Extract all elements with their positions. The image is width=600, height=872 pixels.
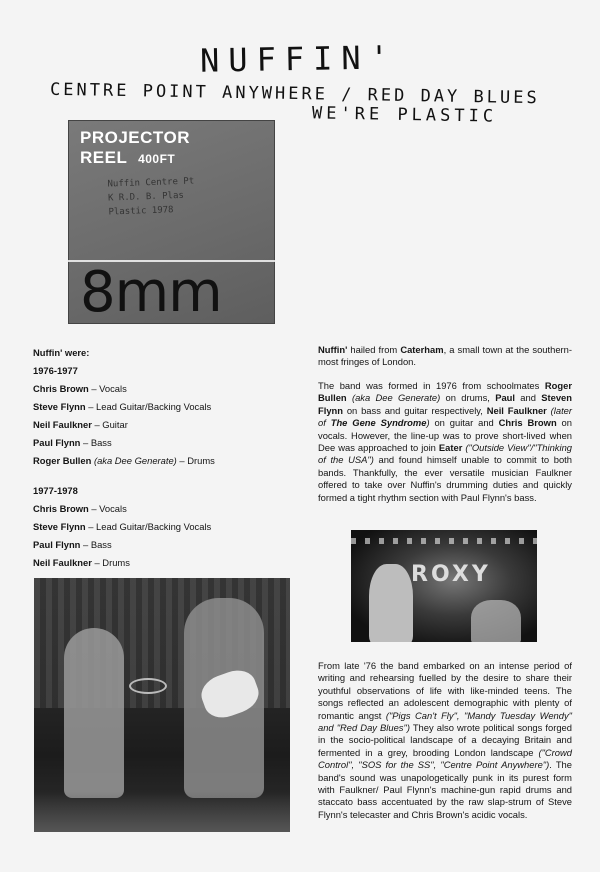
text: on vocals. However, the line-up was to prove short-lived when Dee was approached to join bbox=[318, 417, 572, 454]
lineup-period-years: 1977-1978 bbox=[33, 485, 78, 496]
member-role: – Drums bbox=[91, 557, 130, 568]
text: , a small town at the southern-most fringes of London. bbox=[318, 344, 572, 368]
bold-text: Caterham bbox=[400, 344, 444, 355]
text: and found himself unable to commit to both bands. Thankfully, the ever versatile musician Faulkner offered to take over Nuffin's drumming duties and quickly formed a tight rhythm section with Paul Flynn's bass. bbox=[318, 454, 572, 503]
member-name: Neil Faulkner bbox=[33, 419, 92, 430]
member-name: Steve Flynn bbox=[33, 521, 86, 532]
film-handwritten-note bbox=[107, 174, 195, 219]
text: They also wrote political songs forged in the socio-political landscape of a decaying Britain and fermented in a grey, brooding London landscape bbox=[318, 722, 572, 758]
roxy-club-photo bbox=[351, 530, 537, 642]
film-brand-reel: REEL bbox=[80, 148, 128, 167]
lineup-member bbox=[33, 452, 303, 470]
lineup-member bbox=[33, 434, 303, 452]
lineup-intro: Nuffin' were: bbox=[33, 347, 90, 358]
roxy-sign: ROXY bbox=[411, 562, 491, 587]
italic-text: (aka Dee Generate) bbox=[346, 392, 441, 404]
film-reel-box-image bbox=[68, 120, 275, 324]
member-name: Neil Faulkner bbox=[33, 557, 92, 568]
text: The band was formed in 1976 from schoolmates bbox=[318, 380, 545, 391]
text: on bass and guitar respectively, bbox=[343, 404, 487, 416]
italic-text: ("Crowd Control", "SOS for the SS", "Centre Point Anywhere") bbox=[318, 746, 572, 771]
bold-text: Steven Flynn bbox=[318, 392, 572, 416]
band-member-figure bbox=[471, 600, 521, 642]
film-brand-line-1: PROJECTOR bbox=[80, 128, 190, 147]
text: on guitar and bbox=[429, 417, 499, 429]
member-name: Chris Brown bbox=[33, 383, 89, 394]
film-note-line: Nuffin Centre Pt bbox=[107, 176, 195, 190]
stage-floor bbox=[34, 792, 290, 832]
member-role: – Vocals bbox=[88, 503, 127, 514]
lineup-member bbox=[33, 554, 303, 572]
bold-text: Roger Bullen bbox=[318, 380, 572, 404]
bold-italic-text: The Gene Syndrome bbox=[330, 417, 427, 429]
lineup-member bbox=[33, 518, 303, 536]
bold-text: Eater bbox=[438, 442, 463, 454]
italic-text: ) bbox=[426, 417, 430, 429]
lineup-period-years: 1976-1977 bbox=[33, 365, 78, 376]
text: From late '76 the band embarked on an intense period of writing and rehearsing fuelled by the desire to share their youthful observations of life with like-minded teens. The songs reflected an adolescent demographic with plenty of romantic angst bbox=[318, 660, 572, 721]
member-role: – Guitar bbox=[91, 419, 128, 430]
bold-text: Paul bbox=[495, 392, 515, 404]
member-name: Steve Flynn bbox=[33, 401, 86, 412]
lineup-member bbox=[33, 380, 303, 398]
lineup-member bbox=[33, 500, 303, 518]
film-length: 400FT bbox=[138, 152, 176, 166]
lineup-member bbox=[33, 416, 303, 434]
member-role: – Lead Guitar/Backing Vocals bbox=[85, 401, 212, 412]
member-name: Roger Bullen bbox=[33, 455, 92, 466]
member-alias: (aka Dee Generate) bbox=[91, 455, 177, 466]
text: and bbox=[515, 392, 542, 404]
lineup-member bbox=[33, 536, 303, 554]
bold-text: Chris Brown bbox=[498, 417, 557, 429]
text: on drums, bbox=[440, 392, 496, 404]
singer-figure bbox=[369, 564, 413, 642]
live-gig-photo bbox=[34, 578, 290, 832]
article-paragraph-formation bbox=[318, 380, 572, 504]
film-note-line: K R.D. B. Plas bbox=[107, 190, 185, 204]
track-list-line-2: WE'RE PLASTIC bbox=[311, 103, 498, 127]
band-title: NUFFIN' bbox=[199, 38, 399, 80]
italic-text: ("Pigs Can't Fly", "Mandy Tuesday Wendy" and "Red Day Blues") bbox=[318, 709, 573, 734]
member-name: Paul Flynn bbox=[33, 437, 81, 448]
lineup-member bbox=[33, 398, 303, 416]
film-format: 8mm bbox=[80, 260, 222, 325]
track-list-line-1: CENTRE POINT ANYWHERE / RED DAY BLUES bbox=[49, 79, 540, 109]
singer-figure bbox=[64, 628, 124, 798]
member-role: – Bass bbox=[80, 539, 112, 550]
text: hailed from bbox=[347, 344, 401, 355]
italic-text: (later of bbox=[318, 404, 573, 429]
member-role: – Vocals bbox=[88, 383, 127, 394]
member-role: – Drums bbox=[176, 455, 215, 466]
text: . The band's sound was unapologetically punk in its purest form with Faulkner/ Paul Flynn's machine-gun rapid drums and staccato bass accentuated by the raw slap-strum of Steve Flynn's telecaster and Chris Brown's acidic vocals. bbox=[318, 759, 572, 820]
member-name: Chris Brown bbox=[33, 503, 89, 514]
article-paragraph-sound bbox=[318, 660, 572, 821]
drum-cymbal bbox=[129, 678, 167, 694]
film-brand-line-2 bbox=[80, 148, 175, 168]
stage-lights bbox=[351, 538, 537, 544]
member-role: – Lead Guitar/Backing Vocals bbox=[85, 521, 212, 532]
article-paragraph-origin bbox=[318, 344, 572, 369]
member-name: Paul Flynn bbox=[33, 539, 81, 550]
bold-text: Nuffin' bbox=[318, 344, 348, 355]
band-lineup bbox=[33, 344, 303, 572]
italic-text: ("Outside View"/"Thinking of the USA") bbox=[318, 442, 573, 466]
member-role: – Bass bbox=[80, 437, 112, 448]
film-note-line: Plastic 1978 bbox=[108, 205, 174, 218]
bold-text: Neil Faulkner bbox=[486, 404, 547, 416]
